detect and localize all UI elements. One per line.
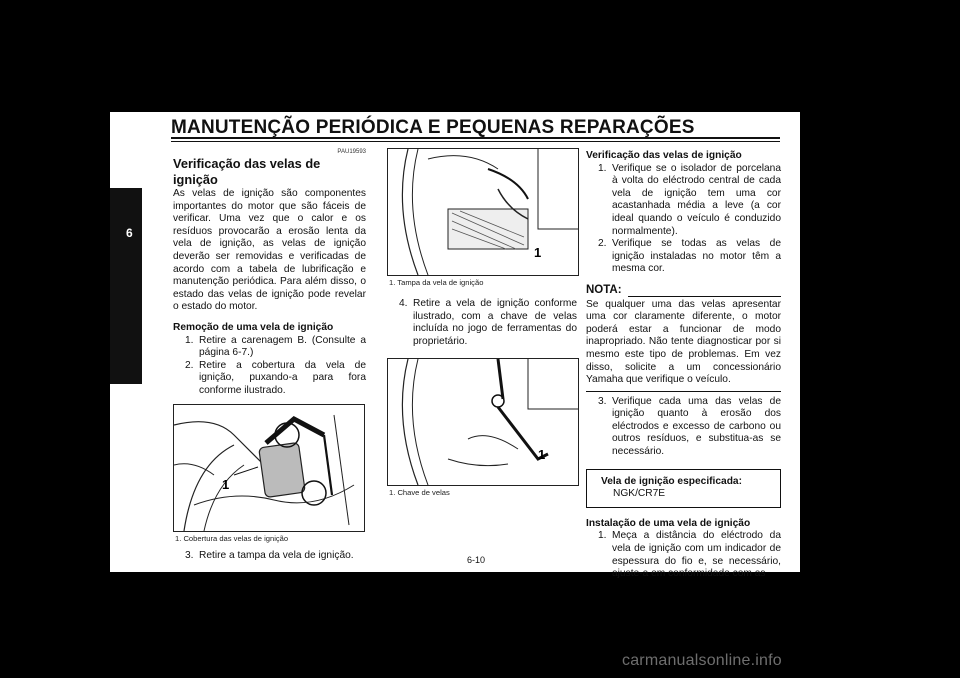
- spec-box: [586, 469, 781, 508]
- figure-caption-1: 1. Tampa da vela de ignição: [389, 278, 484, 287]
- note-text: Se qualquer uma das velas apresentar uma cor claramente diferente, o motor poderá estar a funcionar de modo inapropriado. Não tente diagnosticar por si mesmo este tipo de problemas. Em vez disso, solicite a um concessionário Yamaha que verifique o veículo.: [586, 298, 781, 386]
- figure-drawing: [388, 149, 578, 275]
- figure-caption-2: 1. Chave de velas: [389, 488, 450, 498]
- figure-spark-plug-cover: [173, 404, 365, 532]
- removal-step-1: 1. Retire a carenagem B. (Consulte a página 6-7.): [185, 334, 366, 359]
- check-step-3: 3. Verifique cada uma das velas de ignição quanto à erosão dos eléctrodos e excesso de carbono ou outros resíduos, e substitua-as se necessário.: [598, 395, 781, 458]
- column-1: [173, 148, 366, 562]
- figure-caption: 1. Cobertura das velas de ignição: [175, 533, 289, 543]
- chapter-number: 6: [126, 226, 133, 240]
- figure-callout: 1: [222, 476, 230, 492]
- page-title: MANUTENÇÃO PERIÓDICA E PEQUENAS REPARAÇÕES: [171, 117, 695, 138]
- title-rule: [171, 137, 780, 139]
- removal-step-3: 3. Retire a tampa da vela de ignição.: [185, 549, 354, 561]
- note-heading: NOTA:: [586, 284, 781, 297]
- intro-paragraph: As velas de ignição são componentes importantes do motor que são fáceis de verificar. Uma vez que o calor e os resíduos provocarão a erosão lenta da vela de ignição, as velas de ignição deverão ser removidas e verificadas de acordo com a tabela de lubrificação e manutenção periódica. Para além disso, o estado das velas de ignição pode revelar o estado do motor.: [173, 188, 366, 313]
- install-step-1: 1. Meça a distância do eléctrodo da vela de ignição com um indicador de espessura do fio e, se necessário, ajuste-a em conformidade com as: [598, 530, 781, 580]
- figure-drawing: [174, 405, 364, 531]
- column-3: [586, 150, 781, 581]
- chapter-tab: [110, 188, 142, 384]
- title-rule-thin: [171, 141, 780, 142]
- figure-spark-plug-cap: [387, 148, 579, 276]
- check-step-2: 2. Verifique se todas as velas de ignição instaladas no motor têm a mesma cor.: [598, 238, 781, 275]
- spec-value: NGK/CR7E: [613, 488, 666, 500]
- section-heading: Verificação das velas de ignição: [173, 156, 321, 187]
- column-2: [387, 148, 577, 498]
- figure-callout: 1: [538, 447, 546, 463]
- spec-title: Vela de ignição especificada:: [601, 475, 742, 487]
- figure-spark-plug-wrench: [387, 358, 579, 486]
- removal-heading: Remoção de uma vela de ignição: [173, 321, 334, 333]
- check-heading: Verificação das velas de ignição: [586, 150, 742, 161]
- removal-step-4: 4. Retire a vela de ignição conforme ilustrado, com a chave de velas incluída no jogo de ferramentas do proprietário.: [399, 298, 577, 347]
- page-number: 6-10: [467, 555, 486, 565]
- section-code: PAU19593: [337, 149, 366, 155]
- watermark: carmanualsonline.info: [622, 652, 782, 669]
- install-heading: Instalação de uma vela de ignição: [586, 517, 751, 529]
- removal-step-2: 2. Retire a cobertura da vela de ignição, puxando-a para fora conforme ilustrado.: [185, 359, 366, 396]
- figure-drawing: [388, 359, 578, 485]
- check-step-1: 1. Verifique se o isolador de porcelana à volta do eléctrodo central de cada vela de ignição tem uma cor acastanhada média a leve (a cor ideal quando o veículo é conduzido normalmente).: [598, 162, 781, 237]
- figure-callout: 1: [534, 245, 542, 260]
